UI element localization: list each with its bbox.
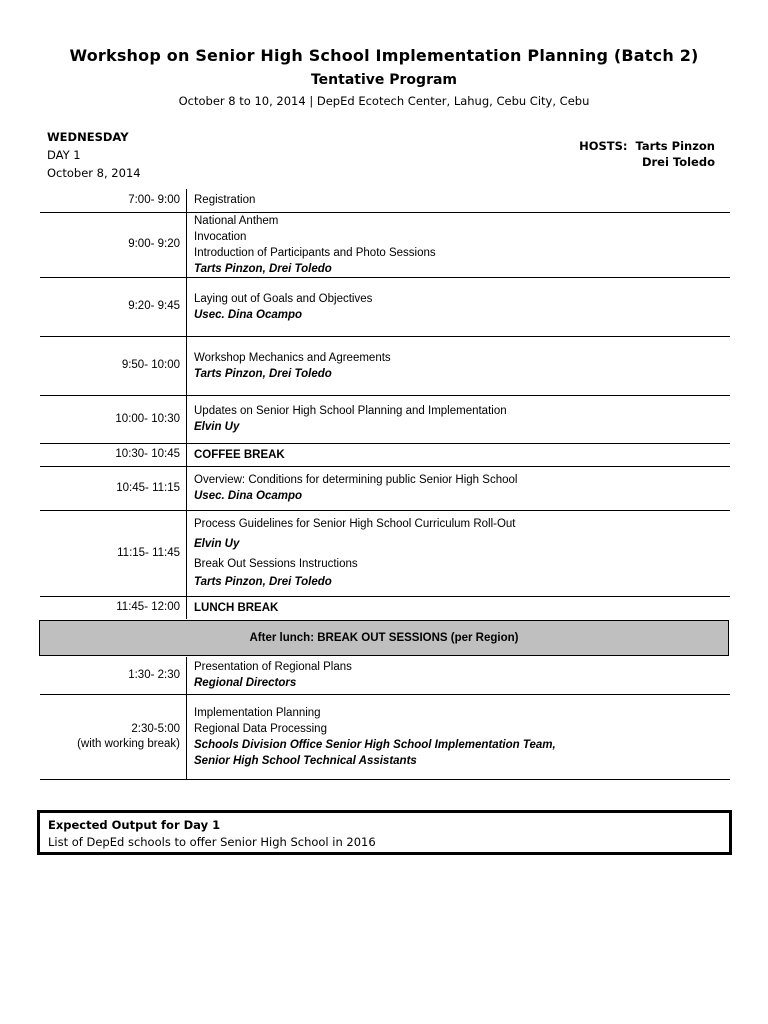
table-row xyxy=(40,189,730,212)
activity-text: Updates on Senior High School Planning and Implementation xyxy=(194,405,507,417)
time-cell: 11:15- 11:45 xyxy=(40,510,187,596)
table-row xyxy=(40,510,730,596)
time-cell: 10:45- 11:15 xyxy=(40,466,187,510)
host-1: Tarts Pinzon xyxy=(635,139,715,153)
speaker-text: Usec. Dina Ocampo xyxy=(194,308,303,321)
activity-text: Workshop Mechanics and Agreements xyxy=(194,351,391,364)
activity-cell xyxy=(187,466,731,510)
time-cell: 10:30- 10:45 xyxy=(40,443,187,466)
table-row xyxy=(40,277,730,336)
activity-text: LUNCH BREAK xyxy=(194,601,279,614)
activity-cell xyxy=(187,596,731,619)
expected-output-text: List of DepEd schools to offer Senior High School in 2016 xyxy=(48,835,376,849)
table-row xyxy=(40,212,730,277)
activity-text: Registration xyxy=(194,194,256,207)
time-text: 2:30-5:00 xyxy=(131,722,180,735)
activity-cell xyxy=(187,336,731,395)
table-row xyxy=(40,657,730,694)
hosts-block xyxy=(560,138,715,170)
activity-text: Presentation of Regional Plans xyxy=(194,661,352,674)
speaker-text: Tarts Pinzon, Drei Toledo xyxy=(194,367,332,380)
speaker-text: Tarts Pinzon, Drei Toledo xyxy=(194,262,332,275)
speaker-text: Senior High School Technical Assistants xyxy=(194,754,417,767)
break-out-banner: After lunch: BREAK OUT SESSIONS (per Region) xyxy=(39,620,729,656)
activity-text: National Anthem xyxy=(194,214,279,227)
time-note: (with working break) xyxy=(77,737,180,750)
time-cell xyxy=(40,694,187,779)
day-label: DAY 1 xyxy=(47,148,81,162)
table-row xyxy=(40,596,730,619)
document-subtitle: Tentative Program xyxy=(310,72,458,88)
activity-text: COFFEE BREAK xyxy=(194,448,285,461)
activity-text: Overview: Conditions for determining public Senior High School xyxy=(194,474,518,486)
speaker-text: Schools Division Office Senior High School Implementation Team, xyxy=(194,738,556,751)
activity-cell xyxy=(187,657,731,694)
table-row xyxy=(40,694,730,779)
hosts-label: HOSTS: xyxy=(579,139,628,153)
speaker-text: Elvin Uy xyxy=(194,421,240,433)
activity-text: Invocation xyxy=(194,230,247,243)
expected-output-box xyxy=(37,810,732,855)
activity-text: Process Guidelines for Senior High School Curriculum Roll-Out xyxy=(194,518,516,530)
table-row xyxy=(40,466,730,510)
speaker-text: Elvin Uy xyxy=(194,538,240,550)
time-cell: 11:45- 12:00 xyxy=(40,596,187,619)
day-date: October 8, 2014 xyxy=(47,166,141,180)
time-cell: 7:00- 9:00 xyxy=(40,189,187,212)
activity-cell xyxy=(187,395,731,443)
activity-text: Regional Data Processing xyxy=(194,722,327,735)
day-info xyxy=(47,128,141,182)
day-weekday: WEDNESDAY xyxy=(47,130,129,144)
afternoon-schedule-table xyxy=(40,657,730,780)
table-row xyxy=(40,443,730,466)
activity-cell xyxy=(187,443,731,466)
expected-output-heading: Expected Output for Day 1 xyxy=(48,818,221,832)
speaker-text: Usec. Dina Ocampo xyxy=(194,490,303,502)
table-row xyxy=(40,395,730,443)
time-cell: 10:00- 10:30 xyxy=(40,395,187,443)
activity-cell xyxy=(187,277,731,336)
speaker-text: Regional Directors xyxy=(194,677,297,690)
event-dates-venue: October 8 to 10, 2014 | DepEd Ecotech Center, Lahug, Cebu City, Cebu xyxy=(178,94,590,108)
morning-schedule-table xyxy=(40,189,730,619)
time-cell: 9:50- 10:00 xyxy=(40,336,187,395)
host-2: Drei Toledo xyxy=(641,155,715,169)
table-row xyxy=(40,336,730,395)
time-cell: 9:00- 9:20 xyxy=(40,212,187,277)
activity-cell xyxy=(187,694,731,779)
activity-text: Laying out of Goals and Objectives xyxy=(194,292,373,305)
activity-cell xyxy=(187,510,731,596)
speaker-text: Tarts Pinzon, Drei Toledo xyxy=(194,576,332,588)
time-cell: 1:30- 2:30 xyxy=(40,657,187,694)
activity-cell xyxy=(187,212,731,277)
activity-text: Introduction of Participants and Photo Sessions xyxy=(194,246,436,259)
activity-text: Implementation Planning xyxy=(194,706,321,719)
activity-text: Break Out Sessions Instructions xyxy=(194,558,358,570)
time-cell: 9:20- 9:45 xyxy=(40,277,187,336)
activity-cell xyxy=(187,189,731,212)
document-title: Workshop on Senior High School Implementation Planning (Batch 2) xyxy=(69,46,699,65)
